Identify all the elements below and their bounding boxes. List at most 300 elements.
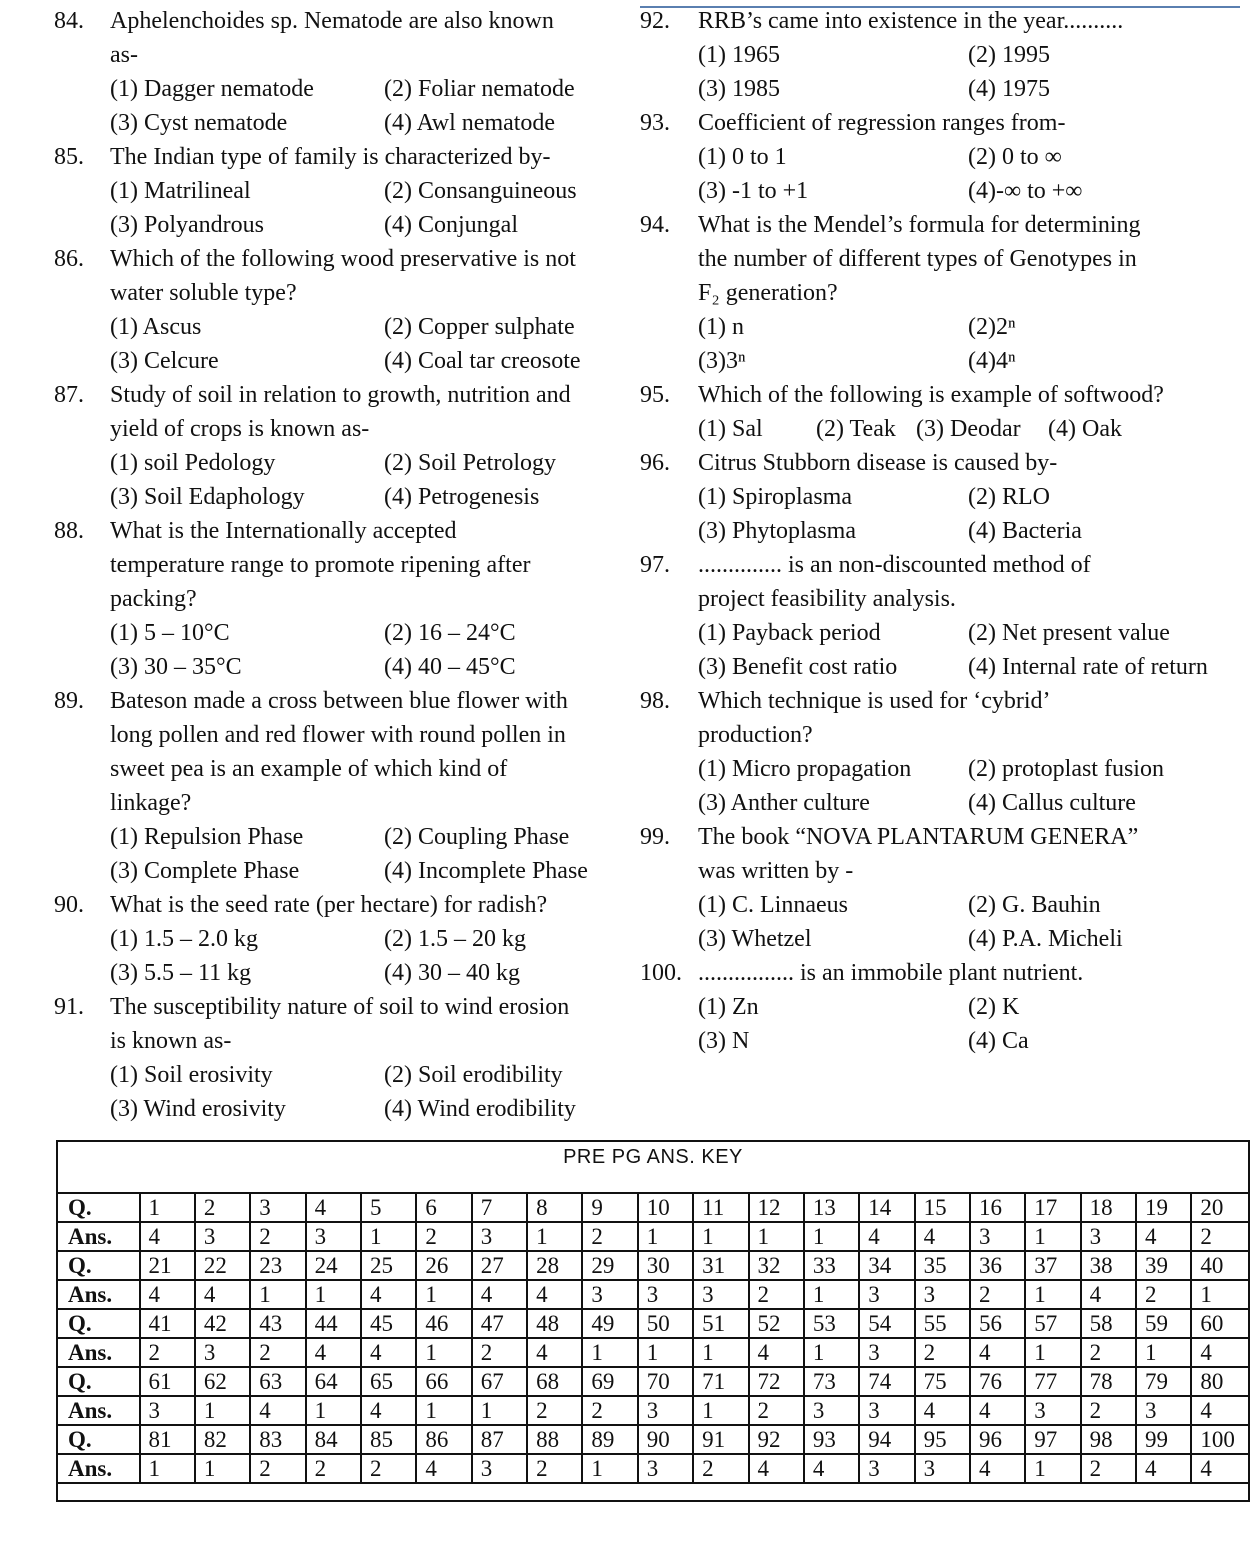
- key-question-cell: 66: [416, 1367, 471, 1396]
- question-stem-line: Bateson made a cross between blue flower with: [110, 688, 568, 714]
- question-stem: [698, 446, 1057, 480]
- question-stem-line: the number of different types of Genotypes in: [698, 246, 1137, 272]
- key-answer-cell: 4: [1191, 1454, 1249, 1483]
- key-answer-cell: 3: [195, 1222, 250, 1251]
- question-number: 92.: [640, 8, 670, 34]
- key-question-cell: 70: [638, 1367, 693, 1396]
- key-answer-cell: 4: [527, 1280, 582, 1309]
- question-stem-line: was written by -: [698, 858, 854, 884]
- answer-option: (4) Oak: [1048, 416, 1122, 442]
- key-answer-cell: 1: [693, 1338, 748, 1367]
- question-stem: [110, 514, 530, 616]
- key-question-cell: 89: [582, 1425, 637, 1454]
- answer-option: (3) Cyst nematode: [110, 110, 288, 136]
- question-stem-line: packing?: [110, 586, 197, 612]
- question-number: 93.: [640, 110, 670, 136]
- answer-option: (2) RLO: [968, 484, 1050, 510]
- key-question-cell: 78: [1081, 1367, 1136, 1396]
- answer-option: (2) protoplast fusion: [968, 756, 1164, 782]
- key-answer-cell: 1: [1025, 1338, 1080, 1367]
- key-question-row: [57, 1367, 1249, 1396]
- key-answer-row: [57, 1396, 1249, 1425]
- key-answer-cell: 4: [527, 1338, 582, 1367]
- question-85: [44, 140, 624, 242]
- key-answer-cell: 4: [915, 1396, 970, 1425]
- answer-option: (3) Whetzel: [698, 926, 812, 952]
- key-answer-cell: 3: [859, 1454, 914, 1483]
- key-question-cell: 48: [527, 1309, 582, 1338]
- row-label-q: Q.: [57, 1367, 140, 1396]
- key-question-cell: 33: [804, 1251, 859, 1280]
- key-question-cell: 52: [749, 1309, 804, 1338]
- question-stem-line: Aphelenchoides sp. Nematode are also known: [110, 8, 554, 34]
- answer-options: [110, 820, 624, 888]
- question-99: [634, 820, 1244, 956]
- key-question-cell: 67: [472, 1367, 527, 1396]
- key-question-cell: 77: [1025, 1367, 1080, 1396]
- answer-option: (2) Consanguineous: [384, 178, 577, 204]
- key-answer-cell: 3: [859, 1280, 914, 1309]
- key-question-row: [57, 1251, 1249, 1280]
- question-stem: [110, 4, 554, 72]
- answer-option: (3) Polyandrous: [110, 212, 264, 238]
- key-answer-cell: 4: [749, 1454, 804, 1483]
- key-question-cell: 37: [1025, 1251, 1080, 1280]
- answer-option: (1) 1965: [698, 42, 780, 68]
- answer-key-table: [56, 1192, 1250, 1484]
- key-answer-cell: 2: [1136, 1280, 1191, 1309]
- question-stem-line: ................ is an immobile plant nutrient.: [698, 960, 1084, 986]
- answer-option: (2) Soil erodibility: [384, 1062, 563, 1088]
- answer-option: (2) 16 – 24°C: [384, 620, 516, 646]
- key-question-cell: 75: [915, 1367, 970, 1396]
- row-label-ans: Ans.: [57, 1454, 140, 1483]
- question-number: 96.: [640, 450, 670, 476]
- key-answer-cell: 2: [693, 1454, 748, 1483]
- key-question-cell: 94: [859, 1425, 914, 1454]
- answer-options: [110, 72, 624, 140]
- key-question-cell: 30: [638, 1251, 693, 1280]
- key-answer-row: [57, 1338, 1249, 1367]
- question-stem-line: The susceptibility nature of soil to wind erosion: [110, 994, 570, 1020]
- question-number: 98.: [640, 688, 670, 714]
- question-stem: [698, 820, 1138, 888]
- question-98: [634, 684, 1244, 820]
- answer-options: [698, 752, 1244, 820]
- key-answer-cell: 4: [250, 1396, 305, 1425]
- key-answer-cell: 1: [693, 1222, 748, 1251]
- question-84: [44, 4, 624, 140]
- key-question-cell: 76: [970, 1367, 1025, 1396]
- key-question-cell: 97: [1025, 1425, 1080, 1454]
- key-question-cell: 93: [804, 1425, 859, 1454]
- key-question-cell: 100: [1191, 1425, 1249, 1454]
- question-stem: [110, 888, 547, 922]
- key-answer-cell: 1: [804, 1280, 859, 1309]
- key-answer-cell: 2: [749, 1396, 804, 1425]
- key-question-cell: 71: [693, 1367, 748, 1396]
- question-number: 99.: [640, 824, 670, 850]
- key-question-cell: 98: [1081, 1425, 1136, 1454]
- question-stem: [110, 990, 569, 1058]
- answer-option: (4) Internal rate of return: [968, 654, 1208, 680]
- answer-option: (1) Micro propagation: [698, 756, 912, 782]
- key-answer-cell: 1: [361, 1222, 416, 1251]
- key-question-cell: 41: [140, 1309, 195, 1338]
- left-question-column: [44, 4, 624, 1126]
- key-question-cell: 57: [1025, 1309, 1080, 1338]
- key-answer-cell: 4: [361, 1280, 416, 1309]
- key-question-cell: 61: [140, 1367, 195, 1396]
- key-question-cell: 27: [472, 1251, 527, 1280]
- question-stem-line: as-: [110, 42, 138, 68]
- key-answer-cell: 1: [1025, 1454, 1080, 1483]
- key-answer-cell: 3: [804, 1396, 859, 1425]
- answer-option: (2) G. Bauhin: [968, 892, 1101, 918]
- question-stem-line: Which of the following wood preservative is not: [110, 246, 576, 272]
- answer-option: (1) Spiroplasma: [698, 484, 852, 510]
- key-question-cell: 34: [859, 1251, 914, 1280]
- key-answer-cell: 2: [1191, 1222, 1249, 1251]
- key-answer-cell: 2: [140, 1338, 195, 1367]
- key-answer-cell: 3: [472, 1454, 527, 1483]
- right-question-column: [634, 4, 1244, 1058]
- key-answer-cell: 4: [859, 1222, 914, 1251]
- answer-option: (4) Wind erodibility: [384, 1096, 576, 1122]
- key-answer-cell: 4: [970, 1454, 1025, 1483]
- answer-option: (2) K: [968, 994, 1020, 1020]
- key-answer-cell: 3: [859, 1396, 914, 1425]
- key-answer-cell: 3: [195, 1338, 250, 1367]
- key-answer-cell: 4: [970, 1338, 1025, 1367]
- question-stem-line: water soluble type?: [110, 280, 297, 306]
- key-question-cell: 26: [416, 1251, 471, 1280]
- question-97: [634, 548, 1244, 684]
- row-label-q: Q.: [57, 1425, 140, 1454]
- answer-option: (3) Soil Edaphology: [110, 484, 305, 510]
- answer-option: (3)3ⁿ: [698, 348, 746, 374]
- question-stem-line: What is the Mendel’s formula for determining: [698, 212, 1141, 238]
- question-90: [44, 888, 624, 990]
- answer-options: [698, 140, 1244, 208]
- question-stem-line: is known as-: [110, 1028, 232, 1054]
- key-answer-cell: 2: [527, 1396, 582, 1425]
- answer-options: [698, 480, 1244, 548]
- answer-option: (1) n: [698, 314, 744, 340]
- key-answer-cell: 2: [749, 1280, 804, 1309]
- key-answer-cell: 2: [915, 1338, 970, 1367]
- key-answer-cell: 4: [749, 1338, 804, 1367]
- key-question-cell: 40: [1191, 1251, 1249, 1280]
- answer-option: (4) Ca: [968, 1028, 1029, 1054]
- key-answer-cell: 3: [970, 1222, 1025, 1251]
- key-answer-row: [57, 1454, 1249, 1483]
- answer-option: (2) Foliar nematode: [384, 76, 575, 102]
- question-95: [634, 378, 1244, 446]
- key-answer-cell: 2: [250, 1222, 305, 1251]
- question-stem: [698, 548, 1091, 616]
- key-question-cell: 22: [195, 1251, 250, 1280]
- question-94: [634, 208, 1244, 378]
- key-question-cell: 92: [749, 1425, 804, 1454]
- answer-options: [698, 412, 1244, 446]
- key-question-cell: 53: [804, 1309, 859, 1338]
- question-stem: [110, 378, 571, 446]
- key-question-cell: 7: [472, 1193, 527, 1222]
- answer-option: (3) Wind erosivity: [110, 1096, 286, 1122]
- question-stem-line: RRB’s came into existence in the year..........: [698, 8, 1124, 34]
- question-stem-line: What is the Internationally accepted: [110, 518, 457, 544]
- key-question-cell: 99: [1136, 1425, 1191, 1454]
- key-question-cell: 81: [140, 1425, 195, 1454]
- key-question-cell: 21: [140, 1251, 195, 1280]
- key-question-cell: 17: [1025, 1193, 1080, 1222]
- answer-option: (1) Repulsion Phase: [110, 824, 304, 850]
- answer-option: (3) 30 – 35°C: [110, 654, 242, 680]
- answer-option: (1) 5 – 10°C: [110, 620, 230, 646]
- question-stem: [110, 242, 576, 310]
- key-answer-cell: 4: [140, 1222, 195, 1251]
- key-answer-cell: 3: [1136, 1396, 1191, 1425]
- key-answer-cell: 1: [416, 1338, 471, 1367]
- key-question-cell: 64: [306, 1367, 361, 1396]
- answer-option: (3) Deodar: [916, 416, 1021, 442]
- key-question-row: [57, 1193, 1249, 1222]
- key-question-cell: 2: [195, 1193, 250, 1222]
- key-question-cell: 86: [416, 1425, 471, 1454]
- answer-option: (4) Coal tar creosote: [384, 348, 581, 374]
- key-answer-cell: 1: [1025, 1280, 1080, 1309]
- question-88: [44, 514, 624, 684]
- answer-option: (4)4ⁿ: [968, 348, 1016, 374]
- key-question-cell: 87: [472, 1425, 527, 1454]
- question-stem-line: What is the seed rate (per hectare) for radish?: [110, 892, 548, 918]
- question-stem-line: Coefficient of regression ranges from-: [698, 110, 1066, 136]
- key-question-cell: 42: [195, 1309, 250, 1338]
- key-question-cell: 55: [915, 1309, 970, 1338]
- key-answer-cell: 1: [1191, 1280, 1249, 1309]
- key-answer-cell: 1: [582, 1338, 637, 1367]
- key-answer-cell: 1: [195, 1454, 250, 1483]
- row-label-q: Q.: [57, 1251, 140, 1280]
- key-question-cell: 59: [1136, 1309, 1191, 1338]
- key-question-cell: 83: [250, 1425, 305, 1454]
- key-question-cell: 1: [140, 1193, 195, 1222]
- answer-option: (3) Celcure: [110, 348, 219, 374]
- question-stem-line: long pollen and red flower with round pollen in: [110, 722, 566, 748]
- key-answer-cell: 4: [306, 1338, 361, 1367]
- key-answer-cell: 1: [693, 1396, 748, 1425]
- question-number: 84.: [54, 8, 84, 34]
- key-answer-cell: 3: [306, 1222, 361, 1251]
- key-answer-cell: 3: [582, 1280, 637, 1309]
- key-answer-cell: 2: [250, 1454, 305, 1483]
- key-question-cell: 47: [472, 1309, 527, 1338]
- answer-option: (1) Sal: [698, 416, 763, 442]
- key-question-cell: 4: [306, 1193, 361, 1222]
- key-question-cell: 63: [250, 1367, 305, 1396]
- question-number: 89.: [54, 688, 84, 714]
- key-question-cell: 9: [582, 1193, 637, 1222]
- question-stem: [698, 208, 1141, 310]
- key-question-cell: 49: [582, 1309, 637, 1338]
- answer-options: [698, 990, 1244, 1058]
- answer-option: (4)-∞ to +∞: [968, 178, 1083, 204]
- question-stem-line: Which technique is used for ‘cybrid’: [698, 688, 1051, 714]
- key-answer-cell: 1: [306, 1280, 361, 1309]
- answer-option: (1) Matrilineal: [110, 178, 251, 204]
- key-answer-cell: 2: [582, 1222, 637, 1251]
- key-question-cell: 46: [416, 1309, 471, 1338]
- key-answer-cell: 4: [970, 1396, 1025, 1425]
- answer-option: (1) Dagger nematode: [110, 76, 314, 102]
- answer-option: (1) soil Pedology: [110, 450, 276, 476]
- key-answer-cell: 1: [140, 1454, 195, 1483]
- question-stem-line: sweet pea is an example of which kind of: [110, 756, 508, 782]
- key-question-cell: 80: [1191, 1367, 1249, 1396]
- row-label-ans: Ans.: [57, 1338, 140, 1367]
- answer-option: (2) 0 to ∞: [968, 144, 1062, 170]
- answer-option: (1) 1.5 – 2.0 kg: [110, 926, 258, 952]
- question-stem: [110, 140, 550, 174]
- key-answer-cell: 2: [1081, 1338, 1136, 1367]
- key-question-cell: 90: [638, 1425, 693, 1454]
- key-answer-row: [57, 1222, 1249, 1251]
- key-question-cell: 68: [527, 1367, 582, 1396]
- question-91: [44, 990, 624, 1126]
- key-answer-cell: 4: [140, 1280, 195, 1309]
- answer-options: [110, 616, 624, 684]
- answer-option: (1) Zn: [698, 994, 759, 1020]
- key-answer-cell: 1: [749, 1222, 804, 1251]
- answer-options: [110, 1058, 624, 1126]
- key-question-cell: 3: [250, 1193, 305, 1222]
- key-answer-cell: 3: [140, 1396, 195, 1425]
- question-stem-line: Which of the following is example of softwood?: [698, 382, 1164, 408]
- question-number: 97.: [640, 552, 670, 578]
- answer-options: [698, 310, 1244, 378]
- key-answer-cell: 4: [361, 1396, 416, 1425]
- question-stem-line: linkage?: [110, 790, 192, 816]
- key-answer-cell: 1: [472, 1396, 527, 1425]
- row-label-q: Q.: [57, 1193, 140, 1222]
- answer-option: (4) Petrogenesis: [384, 484, 540, 510]
- key-question-cell: 36: [970, 1251, 1025, 1280]
- answer-option: (4) Incomplete Phase: [384, 858, 588, 884]
- question-87: [44, 378, 624, 514]
- key-answer-cell: 3: [915, 1454, 970, 1483]
- key-answer-cell: 3: [1081, 1222, 1136, 1251]
- answer-option: (4) 1975: [968, 76, 1050, 102]
- key-question-row: [57, 1309, 1249, 1338]
- answer-option: (4) 40 – 45°C: [384, 654, 516, 680]
- key-question-cell: 31: [693, 1251, 748, 1280]
- question-number: 91.: [54, 994, 84, 1020]
- answer-options: [698, 616, 1244, 684]
- key-answer-cell: 4: [1136, 1222, 1191, 1251]
- key-answer-cell: 2: [416, 1222, 471, 1251]
- key-answer-cell: 1: [804, 1338, 859, 1367]
- answer-option: (3) N: [698, 1028, 750, 1054]
- question-number: 95.: [640, 382, 670, 408]
- key-question-cell: 28: [527, 1251, 582, 1280]
- key-question-cell: 88: [527, 1425, 582, 1454]
- key-answer-cell: 2: [472, 1338, 527, 1367]
- answer-option: (2)2ⁿ: [968, 314, 1016, 340]
- answer-option: (1) Soil erosivity: [110, 1062, 273, 1088]
- question-stem: [698, 956, 1083, 990]
- question-stem-line: The book “NOVA PLANTARUM GENERA”: [698, 824, 1139, 850]
- key-answer-cell: 4: [361, 1338, 416, 1367]
- answer-key-title: PRE PG ANS. KEY: [563, 1146, 743, 1168]
- key-question-cell: 35: [915, 1251, 970, 1280]
- answer-option: (4) Awl nematode: [384, 110, 556, 136]
- question-number: 100.: [640, 960, 682, 986]
- question-93: [634, 106, 1244, 208]
- answer-option: (3) 5.5 – 11 kg: [110, 960, 252, 986]
- question-stem: [110, 684, 568, 820]
- key-question-cell: 13: [804, 1193, 859, 1222]
- key-question-cell: 10: [638, 1193, 693, 1222]
- key-question-cell: 74: [859, 1367, 914, 1396]
- key-answer-cell: 3: [1025, 1396, 1080, 1425]
- key-question-cell: 84: [306, 1425, 361, 1454]
- key-question-cell: 72: [749, 1367, 804, 1396]
- key-answer-cell: 2: [361, 1454, 416, 1483]
- question-stem-line: production?: [698, 722, 813, 748]
- key-question-cell: 56: [970, 1309, 1025, 1338]
- key-answer-cell: 4: [1081, 1280, 1136, 1309]
- key-answer-cell: 3: [638, 1454, 693, 1483]
- question-number: 94.: [640, 212, 670, 238]
- question-96: [634, 446, 1244, 548]
- answer-option: (4) Bacteria: [968, 518, 1082, 544]
- key-answer-cell: 3: [915, 1280, 970, 1309]
- key-question-cell: 29: [582, 1251, 637, 1280]
- answer-option: (2) Copper sulphate: [384, 314, 575, 340]
- key-answer-cell: 2: [582, 1396, 637, 1425]
- key-question-cell: 5: [361, 1193, 416, 1222]
- key-question-cell: 82: [195, 1425, 250, 1454]
- key-question-cell: 24: [306, 1251, 361, 1280]
- answer-option: (3) Benefit cost ratio: [698, 654, 898, 680]
- answer-option: (3) Complete Phase: [110, 858, 300, 884]
- key-answer-cell: 3: [859, 1338, 914, 1367]
- key-question-cell: 50: [638, 1309, 693, 1338]
- question-stem-line: yield of crops is known as-: [110, 416, 370, 442]
- key-answer-cell: 2: [250, 1338, 305, 1367]
- key-question-cell: 15: [915, 1193, 970, 1222]
- key-answer-cell: 1: [582, 1454, 637, 1483]
- key-answer-cell: 3: [638, 1396, 693, 1425]
- question-number: 90.: [54, 892, 84, 918]
- key-question-cell: 23: [250, 1251, 305, 1280]
- answer-option: (4) 30 – 40 kg: [384, 960, 520, 986]
- answer-option: (1) 0 to 1: [698, 144, 787, 170]
- key-answer-cell: 4: [1191, 1338, 1249, 1367]
- key-answer-cell: 3: [472, 1222, 527, 1251]
- question-stem-line: .............. is an non-discounted method of: [698, 552, 1091, 578]
- key-question-cell: 91: [693, 1425, 748, 1454]
- key-question-cell: 44: [306, 1309, 361, 1338]
- key-answer-cell: 1: [1136, 1338, 1191, 1367]
- key-question-row: [57, 1425, 1249, 1454]
- question-100: [634, 956, 1244, 1058]
- key-question-cell: 32: [749, 1251, 804, 1280]
- key-answer-cell: 2: [970, 1280, 1025, 1309]
- key-question-cell: 6: [416, 1193, 471, 1222]
- key-answer-cell: 1: [416, 1280, 471, 1309]
